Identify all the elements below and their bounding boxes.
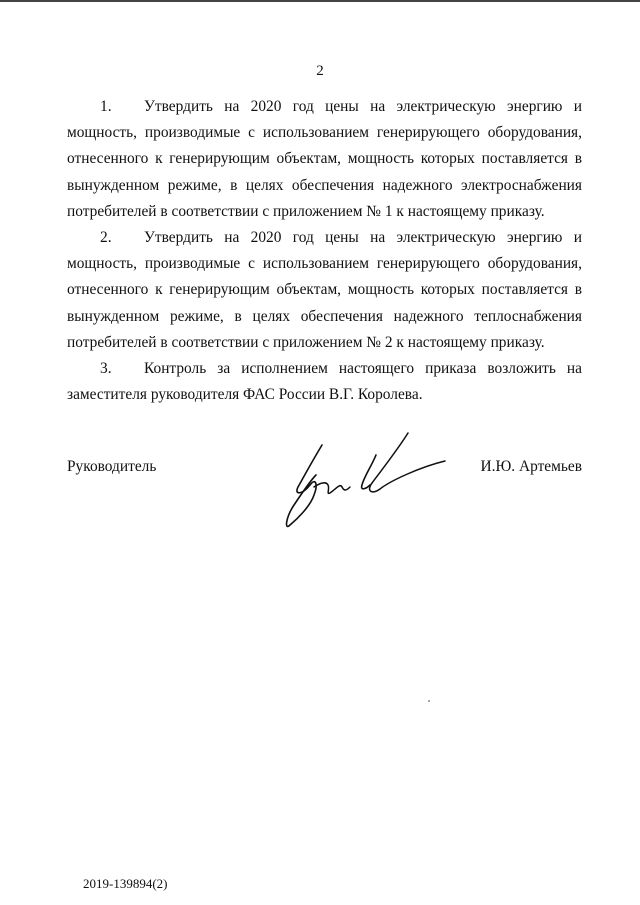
signatory-name: И.Ю. Артемьев <box>480 458 582 475</box>
paragraph-1-first-line: Утвердить на 2020 год цены на электрическую энергию и <box>144 98 582 115</box>
page-top-border <box>0 0 640 2</box>
document-id: 2019-139894(2) <box>83 876 168 891</box>
paragraph-3-first-line: Контроль за исполнением настоящего приказа возложить на <box>144 360 582 378</box>
paragraph-2-body <box>67 251 582 356</box>
page-number: 2 <box>316 63 324 79</box>
paragraph-3-text: заместителя руководителя ФАС России В.Г. Королева. <box>67 386 423 404</box>
paragraph-3 <box>67 356 582 382</box>
paragraph-1 <box>67 94 582 120</box>
signatory-role: Руководитель <box>67 458 157 475</box>
paragraph-1-body <box>67 120 582 225</box>
paragraph-3-number: 3. <box>100 360 112 378</box>
paragraph-1-text: мощность, производимые с использованием генерирующего оборудования, отнесенного к генерирующим объектам, мощность которых поставляется в вынужденном режиме, в целях обеспечения надежного электроснабжения потребителей в соответствии с приложением № 1 к настоящему приказу. <box>67 124 582 220</box>
paragraph-3-body <box>67 382 582 408</box>
handwritten-signature <box>280 425 450 535</box>
document-body <box>67 94 582 408</box>
paragraph-2-number: 2. <box>100 229 112 247</box>
scan-speck <box>428 700 430 702</box>
paragraph-2-first-line: Утвердить на 2020 год цены на электрическую энергию и <box>144 229 582 247</box>
paragraph-2 <box>67 225 582 251</box>
paragraph-1-number: 1. <box>100 98 112 115</box>
paragraph-2-text: мощность, производимые с использованием генерирующего оборудования, отнесенного к генерирующим объектам, мощность которых поставляется в вынужденном режиме, в целях обеспечения надежного теплоснабжения потребителей в соответствии с приложением № 2 к настоящему приказу. <box>67 255 582 351</box>
